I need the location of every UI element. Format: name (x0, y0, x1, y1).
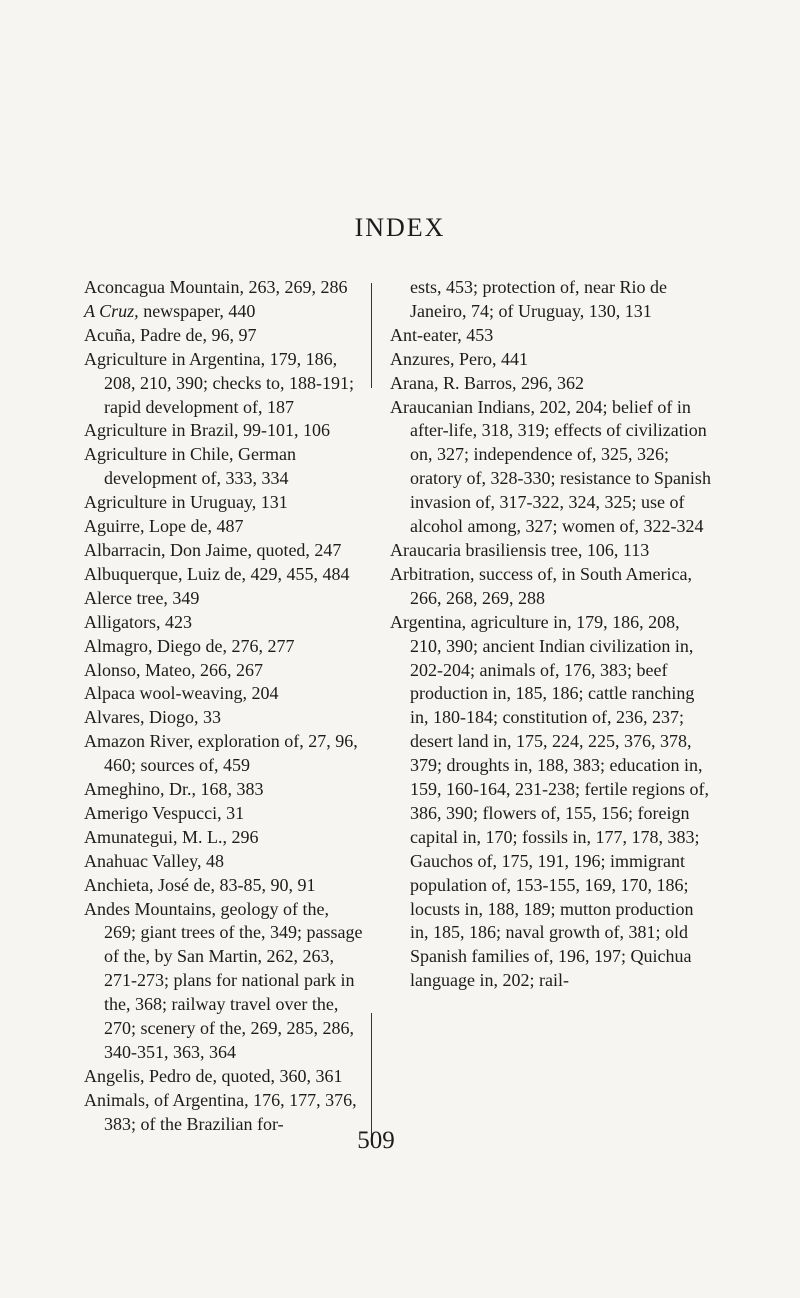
index-entry: Araucaria brasiliensis tree, 106, 113 (390, 539, 650, 560)
index-entry: Albarracin, Don Jaime, quoted, 247 (84, 539, 342, 560)
index-entry: Animals, of Argentina, 176, 177, 376, 383; of the Brazilian for- (84, 1089, 357, 1134)
index-entry: Amazon River, exploration of, 27, 96, 460; sources of, 459 (84, 731, 358, 776)
index-entry: Arana, R. Barros, 296, 362 (390, 372, 584, 393)
index-entry: Acuña, Padre de, 96, 97 (84, 324, 257, 345)
index-entry: Aconcagua Mountain, 263, 269, 286 (84, 277, 348, 297)
index-entry: Alerce tree, 349 (84, 587, 200, 608)
index-entry: Ant-eater, 453 (390, 324, 494, 345)
index-entry: Anchieta, José de, 83-85, 90, 91 (84, 874, 316, 895)
index-entry: Anahuac Valley, 48 (84, 850, 224, 871)
page-title: INDEX (354, 213, 446, 242)
index-entry: Alvares, Diogo, 33 (84, 707, 221, 728)
index-entry: Aguirre, Lope de, 487 (84, 516, 244, 537)
index-entry-text: newspaper, 440 (138, 300, 256, 321)
index-entry: Ameghino, Dr., 168, 383 (84, 779, 264, 800)
index-entry: Alonso, Mateo, 266, 267 (84, 659, 263, 680)
index-entry: Agriculture in Uruguay, 131 (84, 492, 288, 513)
index-entry: Agriculture in Brazil, 99-101, 106 (84, 420, 330, 441)
index-entry: Almagro, Diego de, 276, 277 (84, 635, 295, 656)
index-column-left (84, 276, 364, 1137)
index-entry: Amerigo Vespucci, 31 (84, 802, 245, 823)
column-divider-bottom (371, 1013, 372, 1145)
index-entry: Araucanian Indians, 202, 204; belief of in after-life, 318, 319; effects of civilization on, 327; independence of, 325, 326; oratory of, 328-330; resistance to Spanish invasion of, 317-322, 324, 325; use of alcohol among, 327; women of, 322-324 (390, 396, 711, 537)
index-entry-italic: A Cruz, (84, 300, 139, 321)
index-entry-continuation: ests, 453; protection of, near Rio de Janeiro, 74; of Uruguay, 130, 131 (410, 277, 667, 321)
column-divider-top (371, 283, 372, 388)
index-entry: Amunategui, M. L., 296 (84, 826, 259, 847)
index-entry: Angelis, Pedro de, quoted, 360, 361 (84, 1065, 343, 1086)
page-number: 509 (357, 1127, 395, 1154)
index-entry: Anzures, Pero, 441 (390, 348, 528, 369)
index-entry: Agriculture in Argentina, 179, 186, 208, 210, 390; checks to, 188-191; rapid development of, 187 (84, 348, 354, 417)
index-entry: Alpaca wool-weaving, 204 (84, 683, 279, 704)
index-entry (84, 300, 364, 324)
index-entry: Andes Mountains, geology of the, 269; giant trees of the, 349; passage of the, by San Martin, 262, 263, 271-273; plans for national park in the, 368; railway travel over the, 270; scenery of the, 269, 285, 286, 340-351, 363, 364 (84, 898, 363, 1062)
index-entry: Agriculture in Chile, German development of, 333, 334 (84, 444, 296, 489)
index-entry: Albuquerque, Luiz de, 429, 455, 484 (84, 563, 350, 584)
index-entry: Alligators, 423 (84, 611, 192, 632)
index-column-right (390, 276, 712, 993)
index-entry: Argentina, agriculture in, 179, 186, 208, 210, 390; ancient Indian civilization in, 202-204; animals of, 176, 383; beef production in, 185, 186; cattle ranching in, 180-184; constitution of, 236, 237; desert land in, 175, 224, 225, 376, 378, 379; droughts in, 188, 383; education in, 159, 160-164, 231-238; fertile regions of, 386, 390; flowers of, 155, 156; foreign capital in, 170; fossils in, 177, 178, 383; Gauchos of, 175, 191, 196; immigrant population of, 153-155, 169, 170, 186; locusts in, 188, 189; mutton production in, 185, 186; naval growth of, 381; old Spanish families of, 196, 197; Quichua language in, 202; rail- (390, 611, 709, 991)
index-entry: Arbitration, success of, in South America, 266, 268, 269, 288 (390, 563, 692, 608)
